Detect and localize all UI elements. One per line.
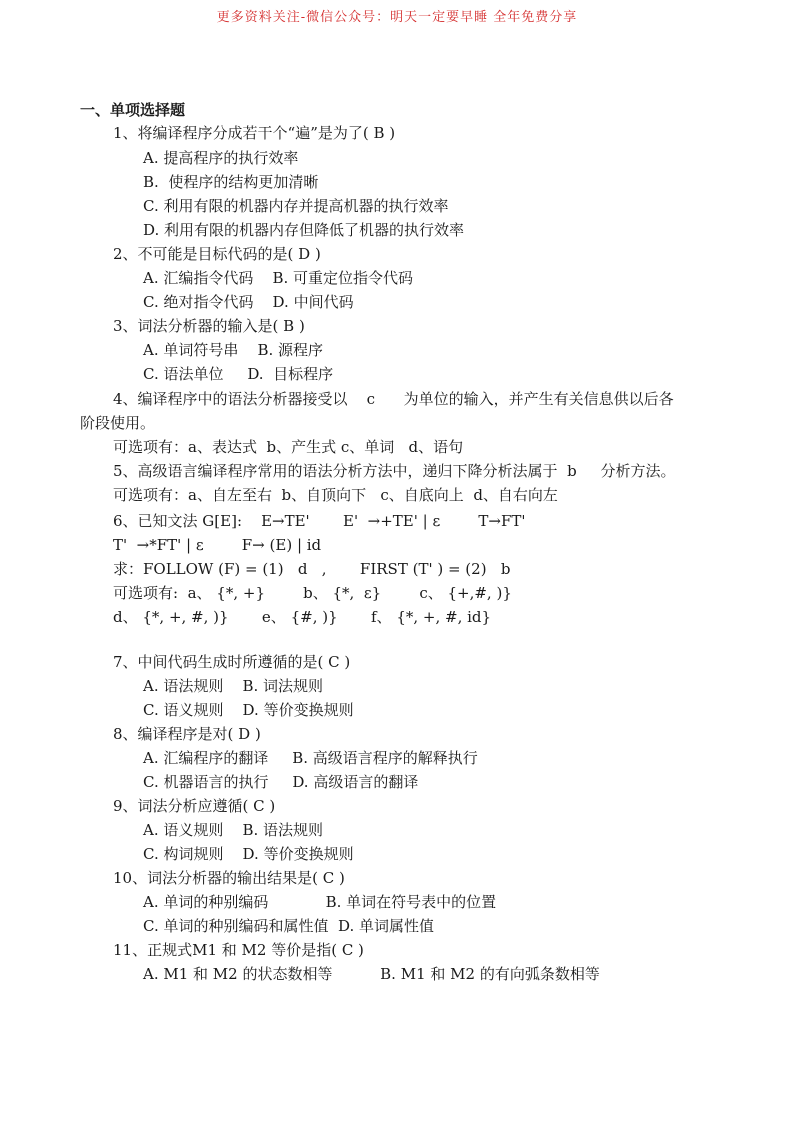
section-title: 一、单项选择题 (80, 101, 186, 119)
text-line: 可选项有：a、自左至右 b、自顶向下 c、自底向上 d、自右向左 (113, 486, 558, 504)
text-line: 6、已知文法 G[E]: E→TE' E' →+TE' | ε T→FT' (113, 512, 526, 530)
text-line: A. 提高程序的执行效率 (143, 149, 299, 167)
text-line: 10、词法分析器的输出结果是( C ) (113, 869, 345, 887)
text-line: A. M1 和 M2 的状态数相等 B. M1 和 M2 的有向弧条数相等 (143, 965, 600, 983)
text-line: C. 语义规则 D. 等价变换规则 (143, 701, 354, 719)
text-line: B. 使程序的结构更加清晰 (143, 173, 319, 191)
text-line: 可选项有: a、 {*, +} b、 {*, ε} c、 {+,#, )} (113, 584, 512, 602)
text-line: A. 单词的种别编码 B. 单词在符号表中的位置 (143, 893, 497, 911)
text-line: 阶段使用。 (80, 414, 156, 432)
text-line: 可选项有：a、表达式 b、产生式 c、单词 d、语句 (113, 438, 464, 456)
text-line: 11、正规式M1 和 M2 等价是指( C ) (113, 941, 364, 959)
text-line: 2、不可能是目标代码的是( D ) (113, 245, 321, 263)
text-line: C. 机器语言的执行 D. 高级语言的翻译 (143, 773, 419, 791)
text-line: D. 利用有限的机器内存但降低了机器的执行效率 (143, 221, 465, 239)
text-line: 1、将编译程序分成若干个“遍”是为了( B ) (113, 124, 396, 142)
text-line: 5、高级语言编译程序常用的语法分析方法中，递归下降分析法属于 b 分析方法。 (113, 462, 676, 480)
text-line: C. 绝对指令代码 D. 中间代码 (143, 293, 354, 311)
text-line: d、 {*, +, #, )} e、 {#, )} f、 {*, +, #, id} (113, 608, 492, 626)
text-line: 8、编译程序是对( D ) (113, 725, 261, 743)
text-line: C. 单词的种别编码和属性值 D. 单词属性值 (143, 917, 435, 935)
text-line: C. 构词规则 D. 等价变换规则 (143, 845, 354, 863)
promo-banner: 更多资料关注-微信公众号：明天一定要早睡 全年免费分享 (216, 10, 578, 25)
text-line: A. 单词符号串 B. 源程序 (143, 341, 324, 359)
text-line: C. 语法单位 D. 目标程序 (143, 365, 334, 383)
text-line: 3、词法分析器的输入是( B ) (113, 317, 305, 335)
text-line: C. 利用有限的机器内存并提高机器的执行效率 (143, 197, 449, 215)
text-line: 4、编译程序中的语法分析器接受以 c 为单位的输入，并产生有关信息供以后各 (113, 390, 674, 408)
text-line: A. 汇编指令代码 B. 可重定位指令代码 (143, 269, 414, 287)
text-line: 求：FOLLOW (F) = (1) d , FIRST (T' ) = (2) b (113, 560, 511, 578)
text-line: A. 汇编程序的翻译 B. 高级语言程序的解释执行 (143, 749, 478, 767)
text-line: A. 语义规则 B. 语法规则 (143, 821, 324, 839)
text-line: T' →*FT' | ε F→ (E) | id (113, 536, 322, 554)
text-line: 9、词法分析应遵循( C ) (113, 797, 276, 815)
text-line: 7、中间代码生成时所遵循的是( C ) (113, 653, 351, 671)
text-line: A. 语法规则 B. 词法规则 (143, 677, 324, 695)
